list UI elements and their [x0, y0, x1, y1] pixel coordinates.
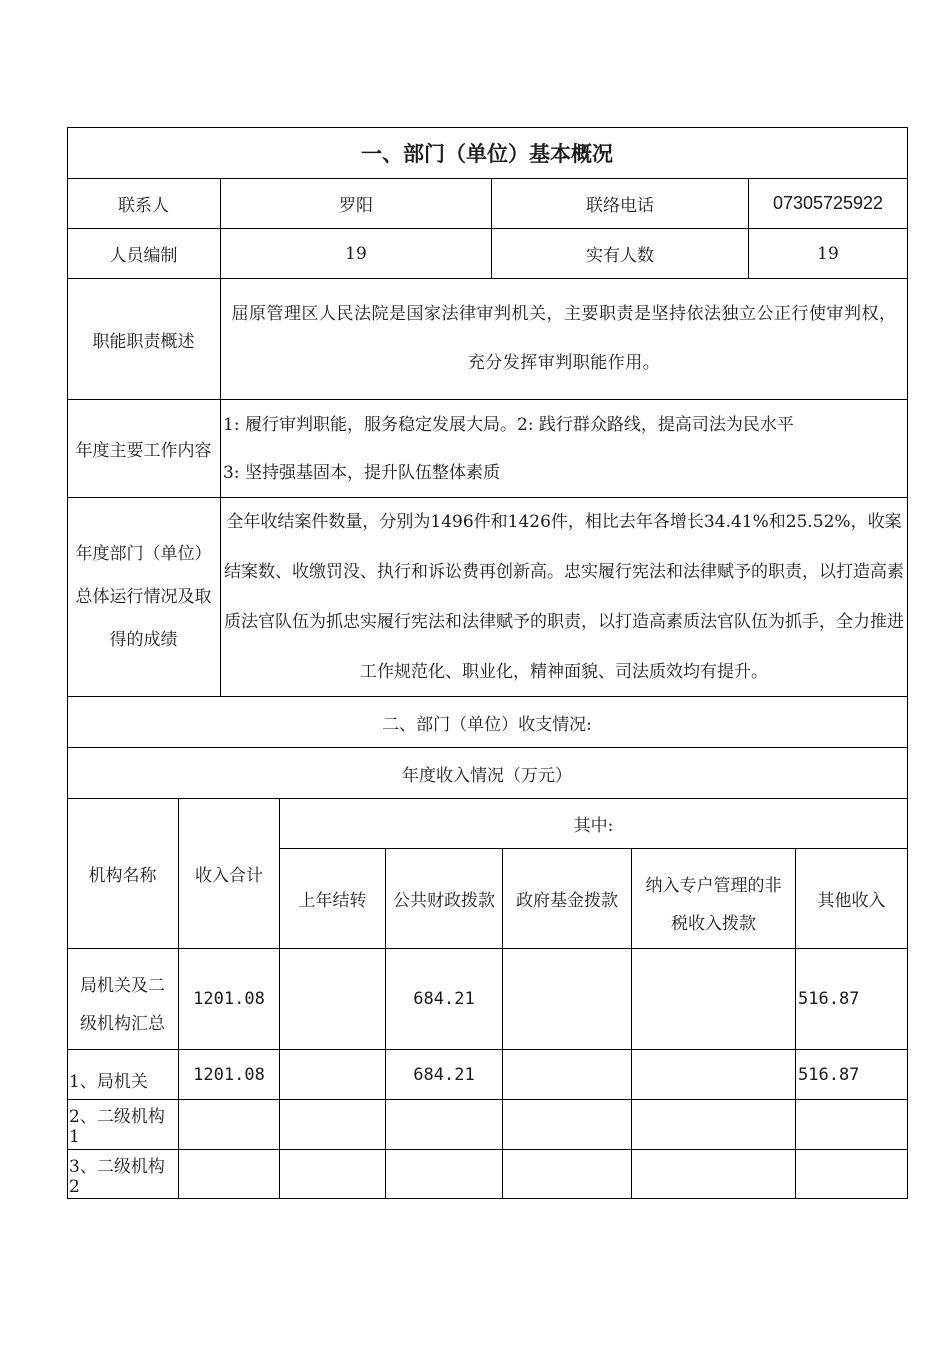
performance-label [67, 498, 221, 697]
performance-label-line-1: 年度部门（单位） [75, 543, 212, 564]
section1-title: 一、部门（单位）基本概况 [67, 127, 908, 179]
table-cell-gov-fund [503, 1050, 632, 1100]
table-cell-other: 516.87 [796, 1050, 908, 1100]
header-carryover: 上年结转 [280, 849, 386, 949]
table-row-name: 2、二级机构 1 [67, 1100, 179, 1150]
table-cell-special [632, 1150, 796, 1199]
table-cell-special [632, 1100, 796, 1150]
work-label: 年度主要工作内容 [67, 400, 221, 498]
table-cell-other: 516.87 [796, 949, 908, 1050]
table-cell-gov-fund [503, 949, 632, 1050]
contact-value: 罗阳 [221, 179, 492, 229]
table-cell-public-finance: 684.21 [386, 1050, 503, 1100]
phone-value: 07305725922 [749, 179, 908, 229]
table-cell-public-finance: 684.21 [386, 949, 503, 1050]
header-special-line-1: 纳入专户管理的非 [645, 875, 782, 896]
header-org-name: 机构名称 [67, 799, 179, 949]
table-cell-carryover [280, 1150, 386, 1199]
table-cell-special [632, 949, 796, 1050]
table-cell-other [796, 1100, 908, 1150]
table-row-name: 1、局机关 [67, 1050, 179, 1100]
row-name-line-2: 级机构汇总 [80, 1014, 165, 1034]
table-cell-carryover [280, 1100, 386, 1150]
work-line-1: 1: 履行审判职能，服务稳定发展大局。2: 践行群众路线，提高司法为民水平 [223, 414, 794, 435]
table-cell-carryover [280, 1050, 386, 1100]
header-of-which: 其中: [280, 799, 908, 849]
header-special-line-2: 税收入拨款 [671, 913, 756, 934]
work-content [221, 400, 908, 498]
table-row-name [67, 949, 179, 1050]
table-cell-total [179, 1150, 280, 1199]
actual-staff-value: 19 [749, 229, 908, 279]
performance-text: 全年收结案件数量，分别为1496件和1426件，相比去年各增长34.41%和25.52%，收案结案数、收缴罚没、执行和诉讼费再创新高。忠实履行宪法和法律赋予的职责，以打造高素质法官队伍为抓忠实履行宪法和法律赋予的职责，以打造高素质法官队伍为抓手，全力推进工作规范化、职业化，精神面貌、司法质效均有提升。 [221, 498, 908, 697]
table-row-name: 3、二级机构 2 [67, 1150, 179, 1199]
performance-label-line-2: 总体运行情况及取 [75, 586, 212, 607]
header-other: 其他收入 [796, 849, 908, 949]
table-cell-total: 1201.08 [179, 1050, 280, 1100]
table-cell-gov-fund [503, 1100, 632, 1150]
table-cell-total [179, 1100, 280, 1150]
staff-quota-label: 人员编制 [67, 229, 221, 279]
contact-label: 联系人 [67, 179, 221, 229]
table-cell-carryover [280, 949, 386, 1050]
staff-quota-value: 19 [221, 229, 492, 279]
duties-text: 屈原管理区人民法院是国家法律审判机关，主要职责是坚持依法独立公正行使审判权，充分发挥审判职能作用。 [221, 279, 908, 400]
phone-label: 联络电话 [492, 179, 749, 229]
row-name-line-1: 局机关及二 [80, 976, 165, 996]
header-total: 收入合计 [179, 799, 280, 949]
table-cell-special [632, 1050, 796, 1100]
table-cell-gov-fund [503, 1150, 632, 1199]
table-cell-total: 1201.08 [179, 949, 280, 1050]
duties-label: 职能职责概述 [67, 279, 221, 400]
section2-title: 二、部门（单位）收支情况: [67, 697, 908, 748]
table-cell-other [796, 1150, 908, 1199]
header-special [632, 849, 796, 949]
header-public-finance: 公共财政拨款 [386, 849, 503, 949]
performance-label-line-3: 得的成绩 [109, 629, 178, 650]
header-gov-fund: 政府基金拨款 [503, 849, 632, 949]
income-title: 年度收入情况（万元） [67, 748, 908, 799]
table-cell-public-finance [386, 1100, 503, 1150]
work-line-2: 3: 坚持强基固本，提升队伍整体素质 [223, 462, 500, 483]
table-cell-public-finance [386, 1150, 503, 1199]
actual-staff-label: 实有人数 [492, 229, 749, 279]
